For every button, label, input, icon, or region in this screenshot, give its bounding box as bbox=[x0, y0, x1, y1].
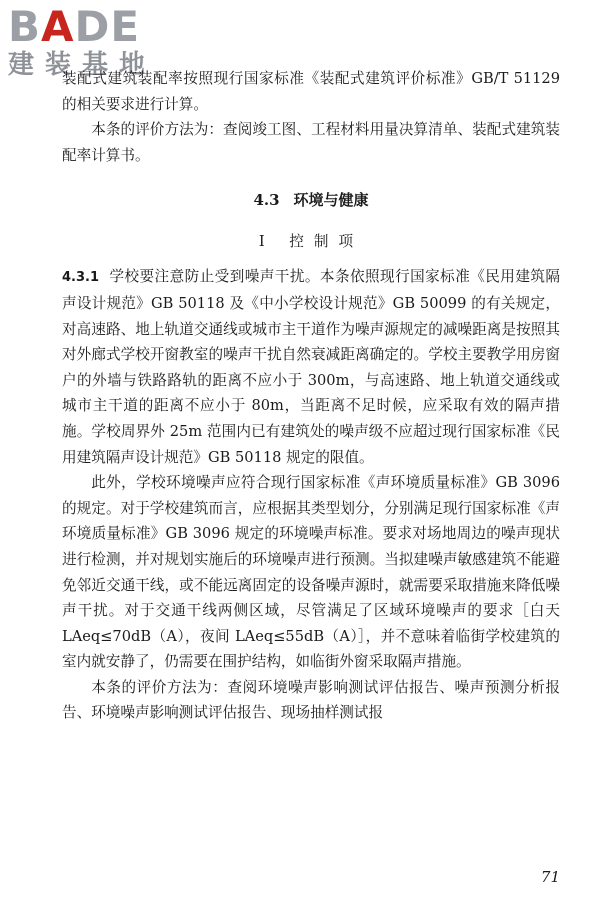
clause-number: 4.3.1 bbox=[62, 270, 100, 286]
clause-paragraph bbox=[62, 264, 560, 470]
paragraph-top-2: 本条的评价方法为：查阅竣工图、工程材料用量决算清单、装配式建筑装配率计算书。 bbox=[62, 121, 560, 164]
clause-text: 学校要注意防止受到噪声干扰。本条依照现行国家标准《民用建筑隔声设计规范》GB 50118 及《中小学校设计规范》GB 50099 的有关规定，对高速路、地上轨道交通线或城市主干道作为噪声源规定的减噪距离是按照其对外廊式学校开窗教室的噪声干扰自然衰减距离确定的。学校主要教学用房窗户的外墙与铁路路轨的距离不应小于 300m，与高速路、地上轨道交通线或城市主干道的距离不应小于 80m，当距离不足时候，应采取有效的隔声措施。学校周界外 25m 范围内已有建筑处的噪声级不应超过现行国家标准《民用建筑隔声设计规范》GB 50118 规定的限值。 bbox=[62, 268, 560, 466]
page-content bbox=[62, 66, 560, 726]
logo-letter-a: A bbox=[41, 2, 75, 51]
logo-subtitle: 建装基地 bbox=[8, 50, 157, 80]
section-number: 4.3 bbox=[253, 191, 280, 210]
page-number: 71 bbox=[540, 868, 560, 886]
paragraph-noise-standard: 此外，学校环境噪声应符合现行国家标准《声环境质量标准》GB 3096 的规定。对于学校建筑而言，应根据其类型划分，分别满足现行国家标准《声环境质量标准》GB 3096 规定的环境噪声标准。要求对场地周边的噪声现状进行检测，并对规划实施后的环境噪声进行预测。当拟建噪声敏感建筑不能避免邻近交通干线，或不能远离固定的设备噪声源时，就需要采取措施来降低噪声干扰。对于交通干线两侧区域，尽管满足了区域环境噪声的要求［白天 LAeq≤70dB（A），夜间 LAeq≤55dB（A）］，并不意味着临街学校建筑的室内就安静了，仍需要在围护结构，如临街外窗采取隔声措施。 bbox=[62, 474, 560, 671]
subsection-heading: Ⅰ 控制项 bbox=[258, 233, 364, 251]
paragraph-evaluation-method: 本条的评价方法为：查阅环境噪声影响测试评估报告、噪声预测分析报告、环境噪声影响测试评估报告、现场抽样测试报 bbox=[62, 678, 560, 722]
section-title: 环境与健康 bbox=[293, 191, 369, 210]
logo-wordmark: BADE bbox=[8, 2, 141, 51]
section-heading bbox=[62, 188, 560, 212]
paragraph-top-1: 装配式建筑装配率按照现行国家标准《装配式建筑评价标准》GB/T 51129 的相关要求进行计算。 bbox=[62, 70, 560, 113]
